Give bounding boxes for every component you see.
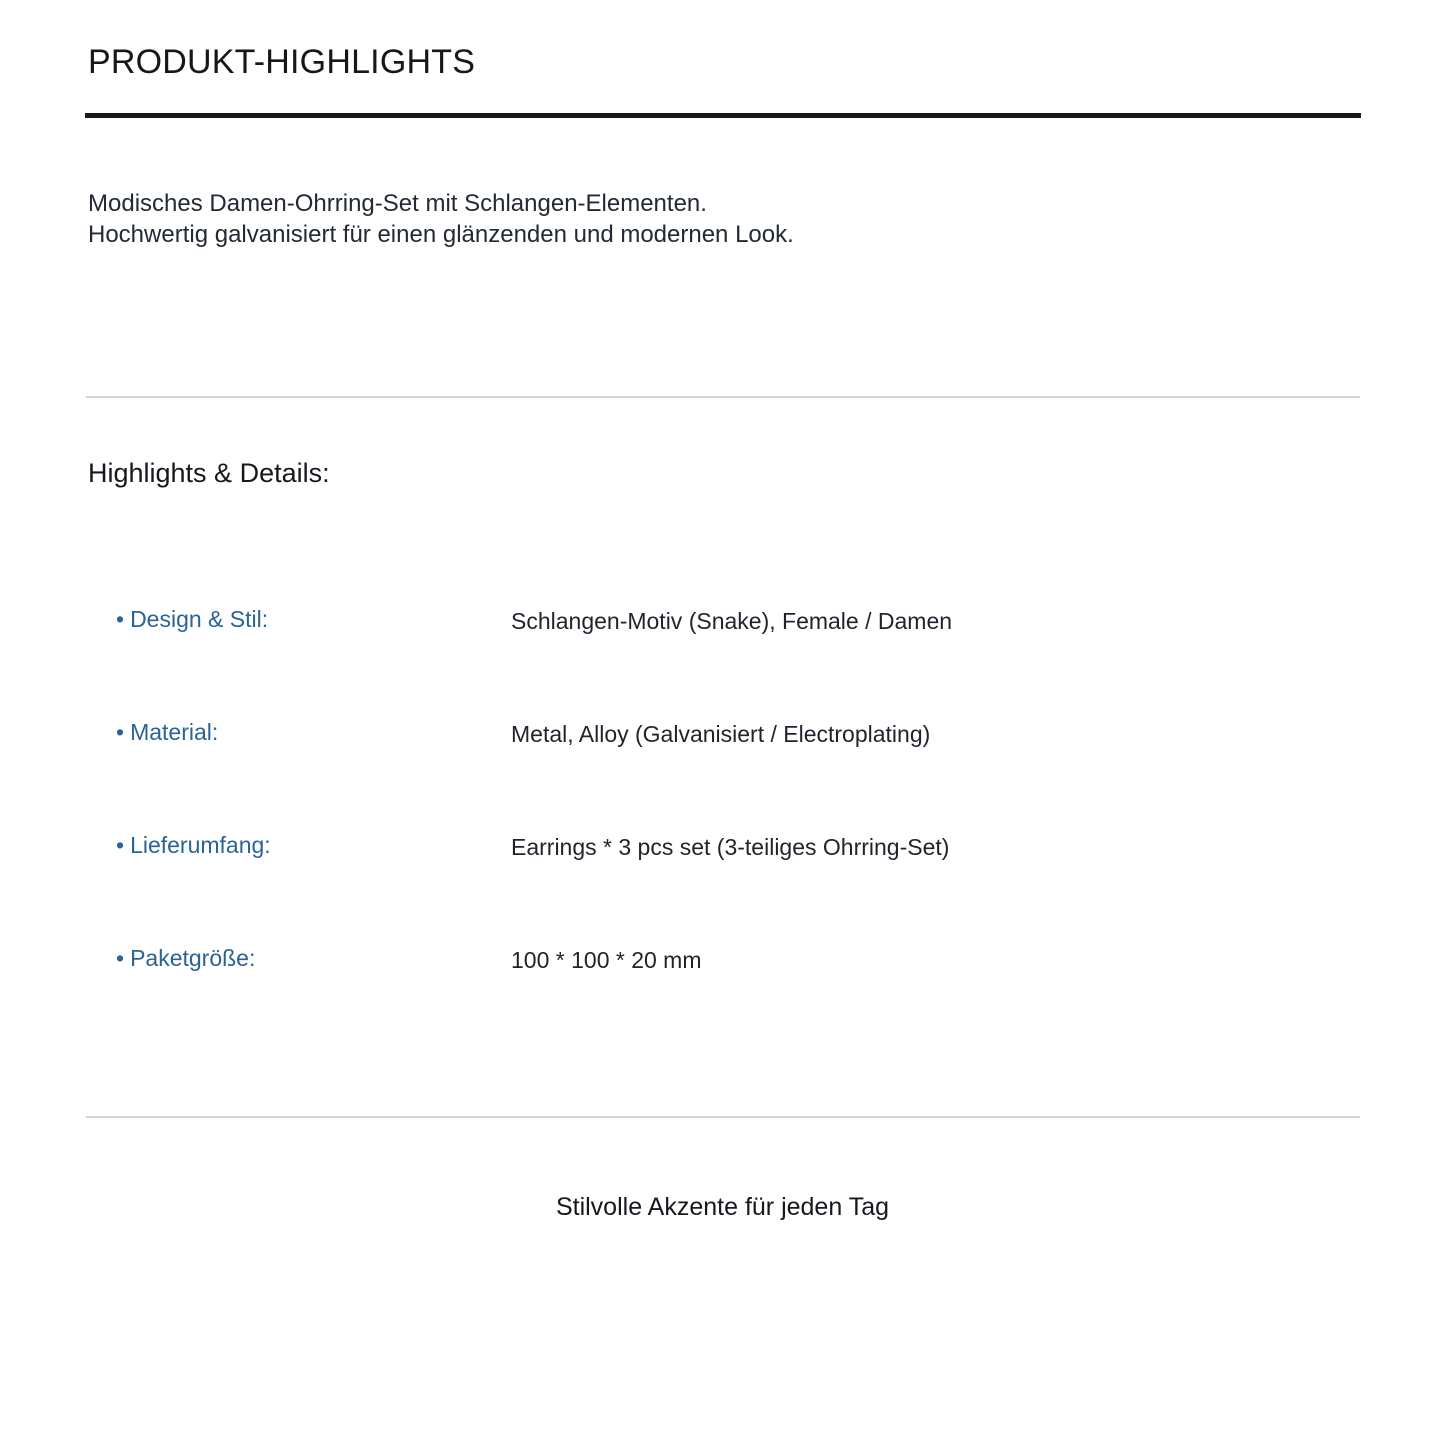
section-divider-bottom	[86, 1116, 1360, 1118]
bullet-icon: •	[116, 606, 125, 632]
spec-list	[116, 600, 1316, 1052]
page-title: PRODUKT-HIGHLIGHTS	[88, 43, 476, 81]
bullet-icon: •	[116, 719, 125, 745]
spec-label-design	[116, 602, 268, 636]
spec-label-lieferumfang	[116, 828, 271, 862]
closing-tagline: Stilvolle Akzente für jeden Tag	[555, 1193, 890, 1221]
title-underline	[85, 113, 1361, 118]
intro-line-2: Hochwertig galvanisiert für einen glänzenden und modernen Look.	[88, 221, 794, 248]
bullet-icon: •	[116, 832, 125, 858]
spec-value-design: Schlangen-Motiv (Snake), Female / Damen	[511, 608, 953, 634]
spec-label-paketgroesse	[116, 941, 255, 975]
spec-label-text: Material:	[130, 719, 219, 745]
section-divider-top	[86, 396, 1360, 398]
spec-label-text: Paketgröße:	[130, 945, 256, 971]
details-heading: Highlights & Details:	[88, 458, 330, 488]
spec-row-paketgroesse	[116, 939, 1316, 1052]
bullet-icon: •	[116, 945, 125, 971]
spec-row-design	[116, 600, 1316, 713]
intro-line-1: Modisches Damen-Ohrring-Set mit Schlangen-Elementen.	[88, 190, 707, 217]
intro-text	[88, 188, 794, 250]
spec-label-text: Design & Stil:	[130, 606, 269, 632]
spec-label-text: Lieferumfang:	[130, 832, 271, 858]
spec-row-lieferumfang	[116, 826, 1316, 939]
spec-row-material	[116, 713, 1316, 826]
spec-value-material: Metal, Alloy (Galvanisiert / Electroplating)	[511, 721, 931, 747]
spec-value-lieferumfang: Earrings * 3 pcs set (3-teiliges Ohrring-Set)	[511, 834, 950, 860]
spec-label-material	[116, 715, 218, 749]
spec-value-paketgroesse: 100 * 100 * 20 mm	[511, 947, 702, 973]
